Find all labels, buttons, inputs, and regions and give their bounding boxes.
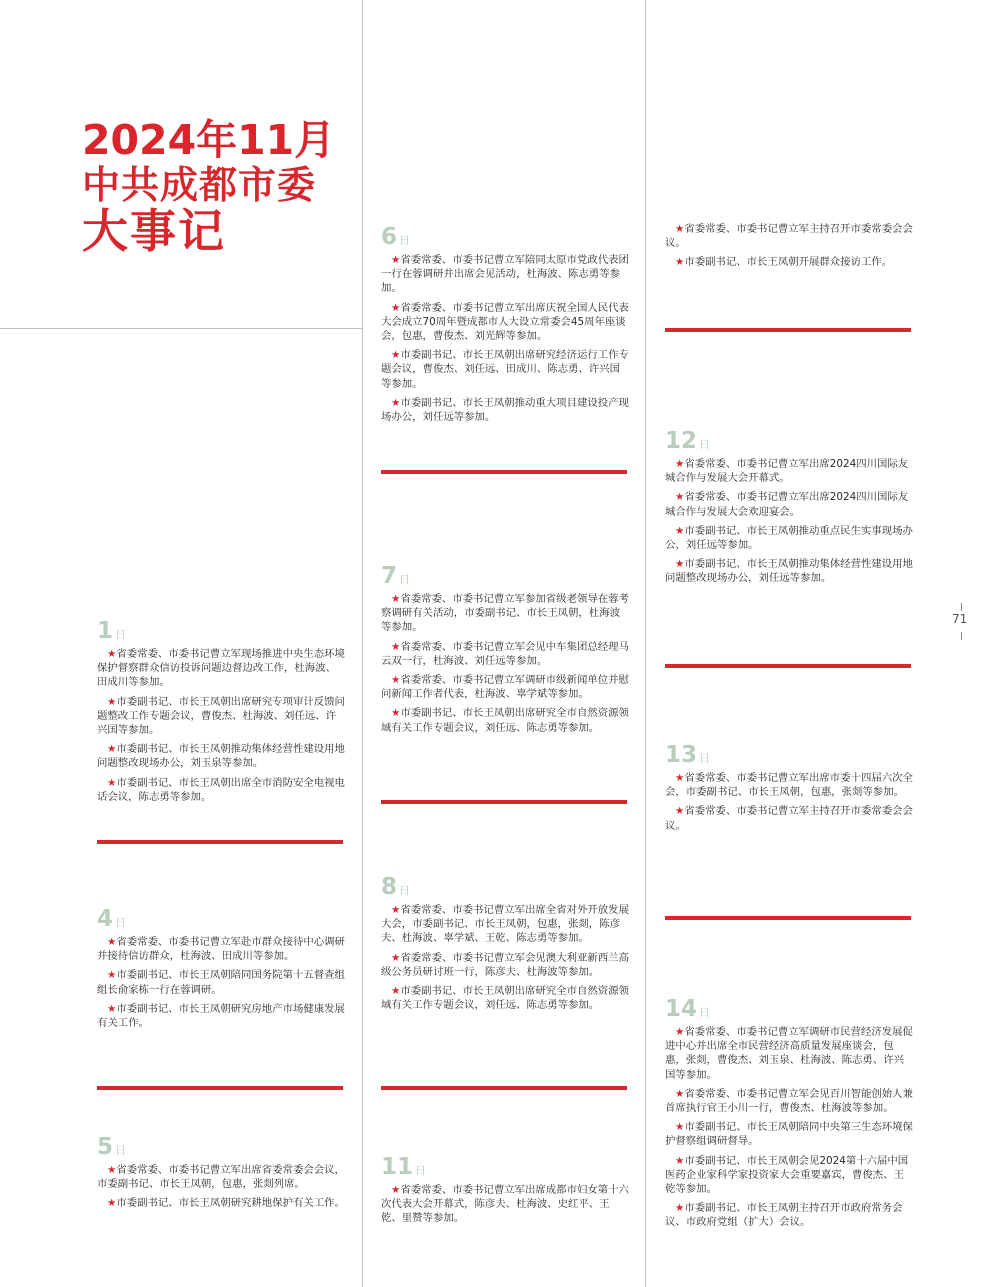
day-number: 5 xyxy=(97,1134,114,1160)
star-icon: ★ xyxy=(107,936,117,948)
event-entry: ★市委副书记、市长王凤朝开展群众接访工作。 xyxy=(675,256,893,269)
day-unit: 日 xyxy=(115,1144,127,1157)
section-divider-bar xyxy=(665,328,911,332)
event-entry: ★省委常委、市委书记曹立军出席成都市妇女第十六次代表大会开幕式，陈彦夫、杜海波、史红平、王乾、里赞等参加。 xyxy=(381,1184,629,1225)
star-icon: ★ xyxy=(675,772,685,784)
title-chronicle: 大事记 xyxy=(82,204,226,259)
star-icon: ★ xyxy=(675,491,685,504)
event-entry: ★市委副书记、市长王凤朝研究耕地保护有关工作。 xyxy=(107,1197,345,1210)
star-icon: ★ xyxy=(391,1184,401,1196)
star-icon: ★ xyxy=(391,593,401,605)
star-icon: ★ xyxy=(675,558,685,571)
event-entry: ★省委常委、市委书记曹立军参加省级老领导在蓉考察调研有关活动，市委副书记、市长王凤朝，杜海波等参加。 xyxy=(381,593,629,634)
event-entry: ★省委常委、市委书记曹立军出席2024四川国际友城合作与发展大会开幕式。 xyxy=(665,458,909,485)
day-number: 8 xyxy=(381,874,398,900)
star-icon: ★ xyxy=(675,1154,685,1167)
event-entry: ★市委副书记、市长王凤朝陪同国务院第十五督查组组长俞家栋一行在蓉调研。 xyxy=(97,969,345,996)
title-divider xyxy=(0,328,362,329)
event-entry: ★省委常委、市委书记曹立军赴市群众接待中心调研并接待信访群众，杜海波、田成川等参加。 xyxy=(97,936,345,963)
day-section-7 xyxy=(381,565,629,740)
event-entry: ★市委副书记、市长王凤朝推动重大项目建设投产现场办公，刘任远等参加。 xyxy=(381,396,629,424)
column-divider xyxy=(362,0,363,1287)
event-entry: ★市委副书记、市长王凤朝出席研究专项审计反馈问题整改工作专题会议，曹俊杰、杜海波、刘任远、许兴国等参加。 xyxy=(97,695,345,737)
day-section-6 xyxy=(381,226,629,429)
star-icon: ★ xyxy=(675,1202,685,1215)
star-icon: ★ xyxy=(107,695,117,708)
event-entry: ★省委常委、市委书记曹立军会见百川智能创始人兼首席执行官王小川一行，曹俊杰、杜海波等参加。 xyxy=(665,1087,913,1115)
event-entry: ★市委副书记、市长王凤朝出席全市消防安全电视电话会议，陈志勇等参加。 xyxy=(97,776,345,803)
page-title xyxy=(82,118,335,258)
day-number: 12 xyxy=(665,428,698,454)
star-icon: ★ xyxy=(107,1002,117,1015)
event-entry: ★省委常委、市委书记曹立军陪同太原市党政代表团一行在蓉调研并出席会见活动，杜海波、陈志勇等参加。 xyxy=(381,254,629,295)
section-divider-bar xyxy=(97,1086,343,1090)
day-section-continued xyxy=(665,222,913,275)
star-icon: ★ xyxy=(391,904,401,916)
page-number-tick xyxy=(961,632,962,640)
day-section-5 xyxy=(97,1136,345,1216)
title-org: 中共成都市委 xyxy=(82,162,317,207)
day-unit: 日 xyxy=(399,884,411,897)
section-divider-bar xyxy=(97,840,343,844)
day-section-1 xyxy=(97,620,345,809)
event-entry: ★省委常委、市委书记曹立军会见中车集团总经理马云双一行，杜海波、刘任远等参加。 xyxy=(381,640,629,667)
day-number: 1 xyxy=(97,618,114,644)
star-icon: ★ xyxy=(675,1087,685,1100)
day-section-14 xyxy=(665,998,913,1235)
event-entry: ★市委副书记、市长王凤朝主持召开市政府常务会议、市政府党组（扩大）会议。 xyxy=(665,1202,903,1229)
star-icon: ★ xyxy=(107,743,117,756)
day-section-8 xyxy=(381,876,629,1017)
event-entry: ★市委副书记、市长王凤朝出席研究全市自然资源领域有关工作专题会议，刘任远、陈志勇等参加。 xyxy=(381,985,629,1012)
star-icon: ★ xyxy=(391,707,401,720)
day-unit: 日 xyxy=(399,234,411,247)
event-entry: ★省委常委、市委书记曹立军会见澳大利亚新西兰高级公务员研讨班一行，陈彦夫、杜海波等参加。 xyxy=(381,951,629,978)
star-icon: ★ xyxy=(675,256,685,269)
star-icon: ★ xyxy=(391,254,401,266)
event-entry: ★市委副书记、市长王凤朝出席研究全市自然资源领域有关工作专题会议，刘任远、陈志勇等参加。 xyxy=(381,707,629,734)
star-icon: ★ xyxy=(107,1164,117,1176)
event-entry: ★市委副书记、市长王凤朝推动重点民生实事现场办公，刘任远等参加。 xyxy=(665,524,913,552)
day-unit: 日 xyxy=(699,1006,711,1019)
page-number: 71 xyxy=(952,612,968,626)
day-section-13 xyxy=(665,744,913,838)
event-entry: ★省委常委、市委书记曹立军调研市级新闻单位并慰问新闻工作者代表，杜海波、辜学斌等参加。 xyxy=(381,674,629,701)
star-icon: ★ xyxy=(391,640,401,653)
section-divider-bar xyxy=(665,916,911,920)
event-entry: ★省委常委、市委书记曹立军出席庆祝全国人民代表大会成立70周年暨成都市人大设立常委会45周年座谈会，包惠，曹俊杰、刘光辉等参加。 xyxy=(381,301,629,343)
star-icon: ★ xyxy=(391,301,401,314)
day-unit: 日 xyxy=(699,438,711,451)
section-divider-bar xyxy=(381,800,627,804)
event-entry: ★省委常委、市委书记曹立军出席全省对外开放发展大会，市委副书记、市长王凤朝，包惠，张剡，陈彦夫、杜海波、辜学斌、王乾、陈志勇等参加。 xyxy=(381,904,629,945)
page-number-tick xyxy=(961,603,962,611)
star-icon: ★ xyxy=(675,223,685,235)
star-icon: ★ xyxy=(675,524,685,537)
day-number: 6 xyxy=(381,224,398,250)
event-entry: ★市委副书记、市长王凤朝研究房地产市场健康发展有关工作。 xyxy=(97,1002,345,1030)
section-divider-bar xyxy=(665,664,911,668)
star-icon: ★ xyxy=(391,985,401,998)
star-icon: ★ xyxy=(675,1121,685,1134)
event-entry: ★省委常委、市委书记曹立军主持召开市委常委会会议。 xyxy=(665,805,913,832)
section-divider-bar xyxy=(381,470,627,474)
star-icon: ★ xyxy=(107,969,117,982)
event-entry: ★省委常委、市委书记曹立军现场推进中央生态环境保护督察群众信访投诉问题边督边改工作，杜海波、田成川等参加。 xyxy=(97,648,345,689)
day-number: 13 xyxy=(665,742,698,768)
star-icon: ★ xyxy=(675,458,685,470)
event-entry: ★省委常委、市委书记曹立军出席2024四川国际友城合作与发展大会欢迎宴会。 xyxy=(665,491,909,518)
event-entry: ★市委副书记、市长王凤朝会见2024第十六届中国医药企业家科学家投资家大会重要嘉宾，曹俊杰、王乾等参加。 xyxy=(665,1154,909,1196)
event-entry: ★市委副书记、市长王凤朝陪同中央第三生态环境保护督察组调研督导。 xyxy=(665,1121,913,1148)
star-icon: ★ xyxy=(391,396,401,409)
day-unit: 日 xyxy=(399,573,411,586)
day-number: 14 xyxy=(665,996,698,1022)
star-icon: ★ xyxy=(107,1197,117,1210)
star-icon: ★ xyxy=(391,951,401,964)
star-icon: ★ xyxy=(107,648,117,660)
event-entry: ★市委副书记、市长王凤朝推动集体经营性建设用地问题整改现场办公，刘玉泉等参加。 xyxy=(97,743,345,770)
day-unit: 日 xyxy=(115,628,127,641)
day-unit: 日 xyxy=(415,1164,427,1177)
event-entry: ★省委常委、市委书记曹立军调研市民营经济发展促进中心并出席全市民营经济高质量发展座谈会，包惠，张剡，曹俊杰、刘玉泉、杜海波、陈志勇、许兴国等参加。 xyxy=(665,1026,913,1081)
day-number: 4 xyxy=(97,906,114,932)
star-icon: ★ xyxy=(107,776,117,789)
event-entry: ★市委副书记、市长王凤朝推动集体经营性建设用地问题整改现场办公，刘任远等参加。 xyxy=(665,558,913,585)
star-icon: ★ xyxy=(391,674,401,687)
day-number: 11 xyxy=(381,1154,414,1180)
event-entry: ★省委常委、市委书记曹立军出席市委十四届六次全会，市委副书记、市长王凤朝，包惠，张剡等参加。 xyxy=(665,772,913,799)
title-date: 2024年11月 xyxy=(82,116,336,164)
day-section-11 xyxy=(381,1156,629,1231)
star-icon: ★ xyxy=(675,1026,685,1038)
event-entry: ★市委副书记、市长王凤朝出席研究经济运行工作专题会议，曹俊杰、刘任远、田成川、陈志勇、许兴国等参加。 xyxy=(381,349,629,390)
day-section-4 xyxy=(97,908,345,1035)
day-number: 7 xyxy=(381,563,398,589)
day-unit: 日 xyxy=(699,752,711,765)
column-divider xyxy=(645,0,646,1287)
day-section-12 xyxy=(665,430,913,591)
star-icon: ★ xyxy=(675,805,685,818)
event-entry: ★省委常委、市委书记曹立军出席省委常委会会议，市委副书记、市长王凤朝，包惠，张剡列席。 xyxy=(97,1164,345,1191)
event-entry: ★省委常委、市委书记曹立军主持召开市委常委会会议。 xyxy=(665,223,913,250)
star-icon: ★ xyxy=(391,349,401,362)
day-unit: 日 xyxy=(115,916,127,929)
section-divider-bar xyxy=(381,1086,627,1090)
